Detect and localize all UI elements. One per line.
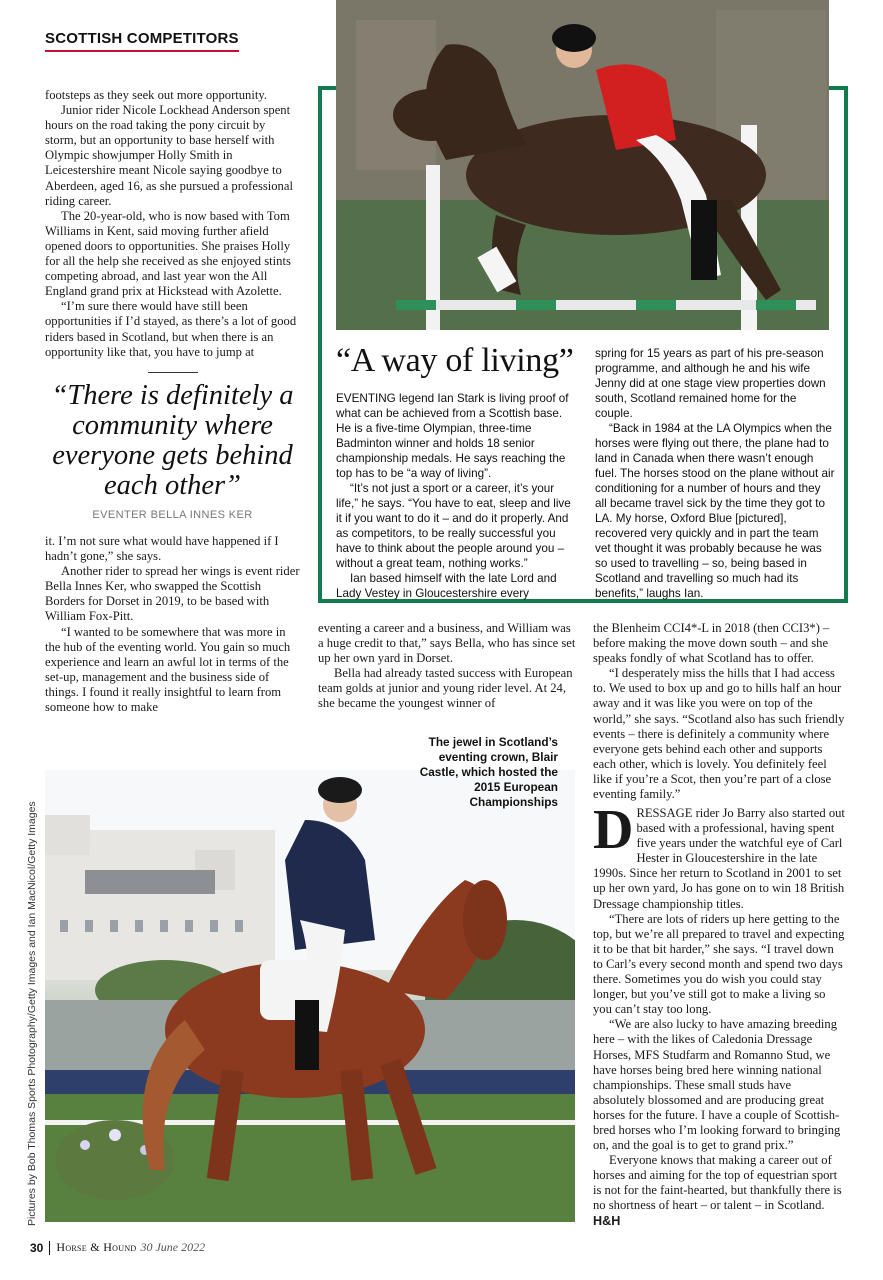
paragraph: “I’m sure there would have still been opportunities if I’d stayed, as there’s a lot of good riders based in Scotland, but when there is an opportunity like that, you have to jump at <box>45 299 297 359</box>
paragraph: the Blenheim CCI4*-L in 2018 (then CCI3*) – before making the move down south – and she speaks fondly of what Scotland has to offer. <box>593 621 830 666</box>
paragraph: “There are lots of riders up here getting to the top, but we’re all prepared to travel and expecting it to be that bit harder,” she says. “I travel down to Carl’s every second month and spend two days there. Sometimes you do wish you could stay longer, but you’ve still got to make a living so you can’t stay too long. <box>593 911 845 1017</box>
paragraph: spring for 15 years as part of his pre-season programme, and although he and his wife Jenny did at one stage view properties down south, Scotland remained home for the couple. <box>595 347 826 420</box>
magazine-name: Horse & Hound <box>56 1240 137 1254</box>
article-column-left-bottom <box>45 534 300 715</box>
page-footer <box>30 1240 205 1255</box>
section-header: SCOTTISH COMPETITORS <box>45 30 239 52</box>
paragraph: “Back in 1984 at the LA Olympics when the horses were flying out there, the plane had to land in Canada when there wasn’t enough fuel. The horses stood on the plane without air conditioning for a number of hours and they all became travel sick by the time they got to LA. My horse, Oxford Blue [pictured], recovered very quickly and in part the team vet thought it was probably because he was so used to travelling – so, being based in Scotland and travelling so much had its benefits,” laughs Ian. <box>595 422 835 600</box>
paragraph <box>593 799 845 912</box>
showjumper-illustration <box>336 0 829 330</box>
article-column-right-lower <box>593 799 845 1229</box>
paragraph <box>593 1153 845 1228</box>
article-column-left-top <box>45 88 300 360</box>
paragraph: Ian based himself with the late Lord and Lady Vestey in Gloucestershire every <box>336 572 557 600</box>
box-border-segment <box>828 86 848 90</box>
paragraph-text: RESSAGE rider Jo Barry also started out based with a professional, having spent five years under the watchful eye of Carl Hester in Gloucestershire in the late 1990s. Since her return to Scotland in 2001 to set up her own yard, Jo has gone on to win 18 British Dressage championship titles. <box>593 806 845 911</box>
paragraph: footsteps as they seek out more opportunity. <box>45 88 267 102</box>
paragraph: EVENTING legend Ian Stark is living proof of what can be achieved from a Scottish base. He is a five-time Olympian, three-time Badminton winner and holds 18 senior championship medals. He says reaching the top has to be “a way of living”. <box>336 392 569 480</box>
box-title: “A way of living” <box>336 342 574 379</box>
photo-credit: Pictures by Bob Thomas Sports Photography/Getty Images and Ian MacNicol/Getty Images <box>26 801 38 1226</box>
pull-quote-text: “There is definitely a community where everyone gets behind each other” <box>51 380 294 501</box>
paragraph-text: Everyone knows that making a career out of horses and aiming for the top of equestrian sport is not for the faint-hearted, but thankfully there is no shortness of heart – or talent – in Scotland. <box>593 1153 842 1213</box>
page-number: 30 <box>30 1241 50 1255</box>
box-column-left <box>336 391 576 601</box>
photo-caption: The jewel in Scotland’s eventing crown, Blair Castle, which hosted the 2015 European Championships <box>419 735 558 809</box>
dressage-photo <box>45 770 575 1222</box>
paragraph: The 20-year-old, who is now based with Tom Williams in Kent, said moving further afield opened doors to opportunities. She praises Holly for all the help she received as she enjoyed stints competing abroad, and last year won the All England grand prix at Hickstead with Azolette. <box>45 208 291 299</box>
showjumper-photo <box>336 0 829 330</box>
box-column-right <box>595 346 835 601</box>
paragraph: eventing a career and a business, and William was a huge credit to that,” says Bella, who has since set up her own yard in Dorset. <box>318 621 576 666</box>
pull-quote <box>45 372 300 521</box>
article-column-right <box>593 621 845 802</box>
dressage-illustration <box>45 770 575 1222</box>
paragraph: Another rider to spread her wings is event rider Bella Innes Ker, who swapped the Scottish Borders for Dorset in 2019, to be based with William Fox-Pitt. <box>45 564 300 624</box>
paragraph: it. I’m not sure what would have happened if I hadn’t gone,” she says. <box>45 534 279 564</box>
pull-quote-attribution: EVENTER BELLA INNES KER <box>92 509 253 521</box>
paragraph: Junior rider Nicole Lockhead Anderson spent hours on the road taking the pony circuit by storm, but an opportunity to base herself with Olympic showjumper Holly Smith in Leicestershire meant Nicole saying goodbye to Aberdeen, aged 16, as she pursued a professional riding career. <box>45 103 293 208</box>
paragraph: “It’s not just a sport or a career, it’s your life,” he says. “You have to eat, sleep and live it if you want to do it – and do it properly. And as competitors, to be really successful you have to think about the people around you – without a great team, nothing works.” <box>336 482 571 570</box>
signoff: H&H <box>593 1213 621 1228</box>
issue-date: 30 June 2022 <box>140 1240 206 1254</box>
paragraph: Bella had already tasted success with European team golds at junior and young rider level. At 24, she became the youngest winner of <box>318 666 573 711</box>
paragraph: “I wanted to be somewhere that was more in the hub of the eventing world. You gain so much experience and learn an awful lot in terms of the set-up, management and the business side of things. I found it really insightful to learn from someone how to make <box>45 624 291 715</box>
article-column-middle <box>318 621 576 712</box>
paragraph: “We are also lucky to have amazing breeding here – with the likes of Caledonia Dressage Horses, MFS Studfarm and Romanno Stud, we have horses being bred here winning national championships. These small studs have absolutely blossomed and are producing great horses for the future. I have a couple of Scottish-bred horses who I’m looking forward to bringing on, and the goal is to get to grand prix.” <box>593 1017 841 1153</box>
drop-cap: D <box>593 799 634 861</box>
pull-quote-rule <box>148 372 198 373</box>
paragraph: “I desperately miss the hills that I had access to. We used to box up and go to hills half an hour away and it was like you were on top of the world,” she says. “Scotland also has such friendly events – there is definitely a community where everyone gets behind each other and supports each other, which is lovely. You definitely feel like if you’re a Scot, then you’re part of a close eventing family.” <box>593 666 845 802</box>
